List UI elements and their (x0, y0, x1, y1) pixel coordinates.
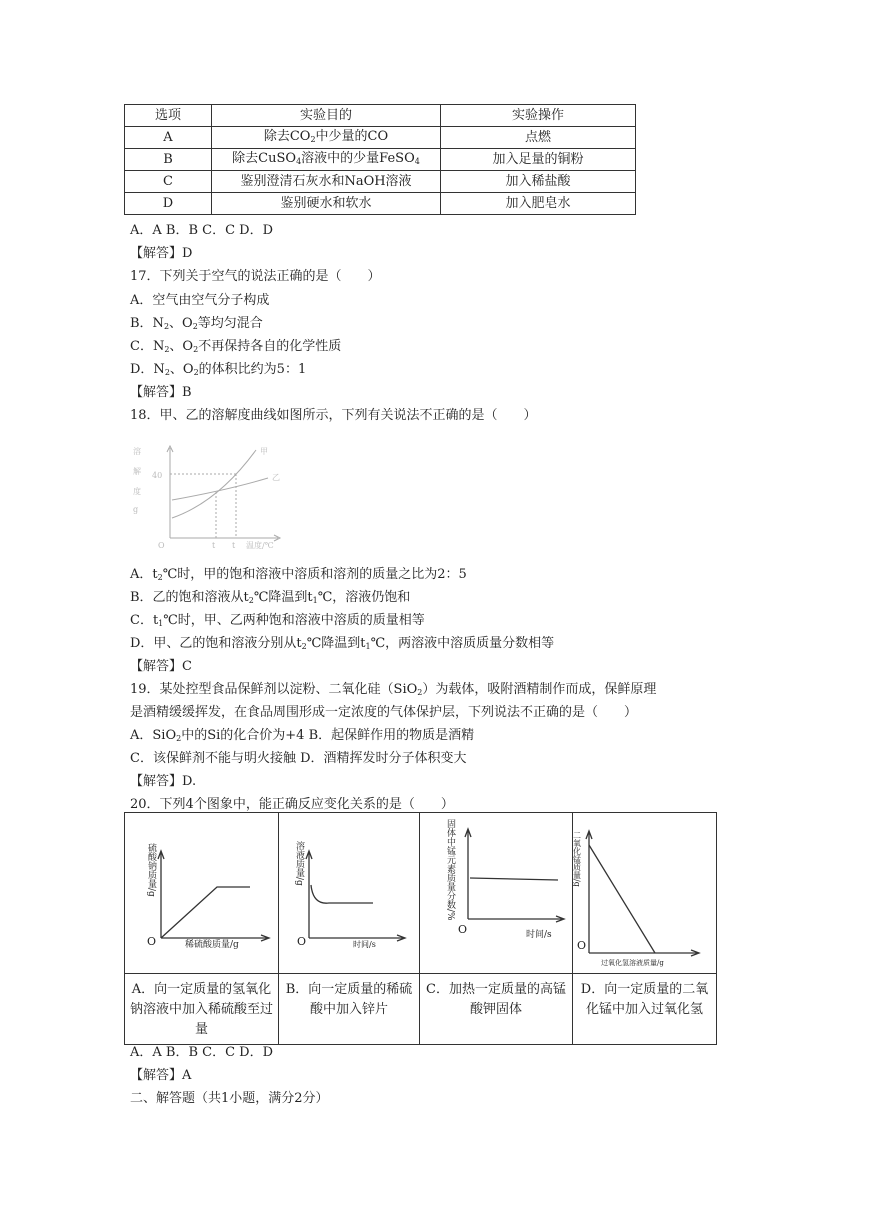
table-row (125, 127, 636, 149)
table-cell: 除去$CO_2$中少量的CO (212, 127, 441, 149)
solubility-curve-figure (128, 440, 288, 550)
q20-stem: 20．下列4个图象中，能正确反应变化关系的是（ ） (130, 797, 454, 812)
q18-stem: 18．甲、乙的溶解度曲线如图所示，下列有关说法不正确的是（ ） (130, 408, 537, 423)
svg-text:40: 40 (152, 471, 163, 480)
svg-text:t: t (232, 541, 236, 550)
graph-d (573, 813, 716, 969)
q19-options-cd: C．该保鲜剂不能与明火接触 D．酒精挥发时分子体积变大 (130, 751, 467, 766)
graph-b-ylabel: 溶液质量/g (294, 841, 304, 886)
graph-b (279, 813, 419, 969)
graph-d-xlabel: 过氧化氢溶液质量/g (601, 959, 664, 967)
q18-option-d: D．甲、乙的饱和溶液分别从$t_2℃$降温到$t_1℃$，两溶液中溶质质量分数相等 (130, 636, 555, 651)
graph-a (125, 813, 278, 969)
svg-text:解: 解 (133, 467, 141, 476)
q17-option-a: A．空气由空气分子构成 (130, 293, 270, 308)
table-header: 实验目的 (212, 105, 441, 127)
table-header-row (125, 105, 636, 127)
table-cell: D (125, 193, 212, 215)
table-cell: B (125, 149, 212, 171)
q18-option-b: B．乙的饱和溶液从$t_2℃$降温到$t_1℃$，溶液仍饱和 (130, 590, 411, 605)
table-row (125, 171, 636, 193)
table-cell: 点燃 (441, 127, 636, 149)
graph-caption-c: C．加热一定质量的高锰酸钾固体 (420, 974, 573, 1045)
graph-cell-a (125, 813, 279, 974)
graph-caption-d: D．向一定质量的二氧化锰中加入过氧化氢 (573, 974, 717, 1045)
svg-text:度: 度 (133, 487, 141, 496)
table-row (125, 149, 636, 171)
graph-c-origin: O (458, 923, 468, 936)
table-cell: 加入稀盐酸 (441, 171, 636, 193)
q17-option-c: C．$N_2$、$O_2$不再保持各自的化学性质 (130, 339, 342, 354)
q20-answer: 【解答】A (130, 1068, 192, 1083)
graph-caption-a: A．向一定质量的氢氧化钠溶液中加入稀硫酸至过量 (125, 974, 279, 1045)
svg-text:乙: 乙 (272, 473, 280, 482)
graph-d-ylabel: 二氧化锰质量/g (573, 831, 582, 887)
graphs-table (124, 812, 717, 1045)
svg-text:t: t (212, 541, 216, 550)
table-header: 实验操作 (441, 105, 636, 127)
q17-answer: 【解答】B (130, 385, 192, 400)
table-header: 选项 (125, 105, 212, 127)
graph-b-origin: O (297, 935, 307, 948)
svg-text:甲: 甲 (260, 447, 268, 456)
table-cell: C (125, 171, 212, 193)
graph-cell-c (420, 813, 573, 974)
q19-options-ab: A．SiO$_2$中的Si的化合价为+4 B．起保鲜作用的物质是酒精 (130, 728, 475, 743)
graphs-row (125, 813, 717, 974)
table-cell: 加入足量的铜粉 (441, 149, 636, 171)
q19-answer: 【解答】D. (130, 774, 197, 789)
q16-options: A．A B．B C．C D．D (130, 223, 274, 238)
svg-text:O: O (158, 541, 165, 550)
graph-a-xlabel: 稀硫酸质量/g (185, 940, 239, 950)
svg-text:g: g (133, 505, 139, 514)
graph-c-ylabel: 固体中锰元素质量分数/% (445, 819, 455, 921)
q18-answer: 【解答】C (130, 659, 192, 674)
q17-option-d: D．$N_2$、$O_2$的体积比约为5：1 (130, 362, 307, 377)
graph-a-ylabel: 硫酸钠质量/g (146, 843, 156, 897)
q16-answer: 【解答】D (130, 246, 193, 261)
q18-option-c: C．$t_1℃$时，甲、乙两种饱和溶液中溶质的质量相等 (130, 613, 425, 628)
q18-option-a: A．$t_2℃$时，甲的饱和溶液中溶质和溶剂的质量之比为2：5 (130, 567, 467, 582)
options-table (124, 104, 636, 215)
graph-cell-d (573, 813, 717, 974)
table-cell: A (125, 127, 212, 149)
q19-stem-line2: 是酒精缓缓挥发，在食品周围形成一定浓度的气体保护层，下列说法不正确的是（ ） (130, 705, 638, 720)
q20-options: A．A B．B C．C D．D (130, 1045, 274, 1060)
q19-stem-line1: 19．某处控型食品保鲜剂以淀粉、二氧化硅（SiO$_2$）为载体，吸附酒精制作而成，保鲜原理 (130, 682, 657, 697)
graph-caption-b: B．向一定质量的稀硫酸中加入锌片 (279, 974, 420, 1045)
graph-a-origin: O (147, 935, 157, 948)
q17-stem: 17．下列关于空气的说法正确的是（ ） (130, 269, 381, 284)
captions-row (125, 974, 717, 1045)
section-heading: 二、解答题（共1小题，满分2分） (130, 1091, 329, 1106)
graph-b-xlabel: 时间/s (353, 940, 376, 949)
table-cell: 除去CuSO$_4$溶液中的少量FeSO$_4$ (212, 149, 441, 171)
table-cell: 鉴别硬水和软水 (212, 193, 441, 215)
graph-c-xlabel: 时间/s (526, 930, 552, 940)
graph-cell-b (279, 813, 420, 974)
svg-text:溶: 溶 (133, 447, 141, 456)
graph-c (420, 813, 572, 969)
q17-option-b: B．$N_2$、$O_2$等均匀混合 (130, 316, 263, 331)
table-cell: 加入肥皂水 (441, 193, 636, 215)
table-cell: 鉴别澄清石灰水和NaOH溶液 (212, 171, 441, 193)
svg-text:温度/℃: 温度/℃ (246, 541, 274, 550)
table-row (125, 193, 636, 215)
graph-d-origin: O (577, 939, 587, 952)
